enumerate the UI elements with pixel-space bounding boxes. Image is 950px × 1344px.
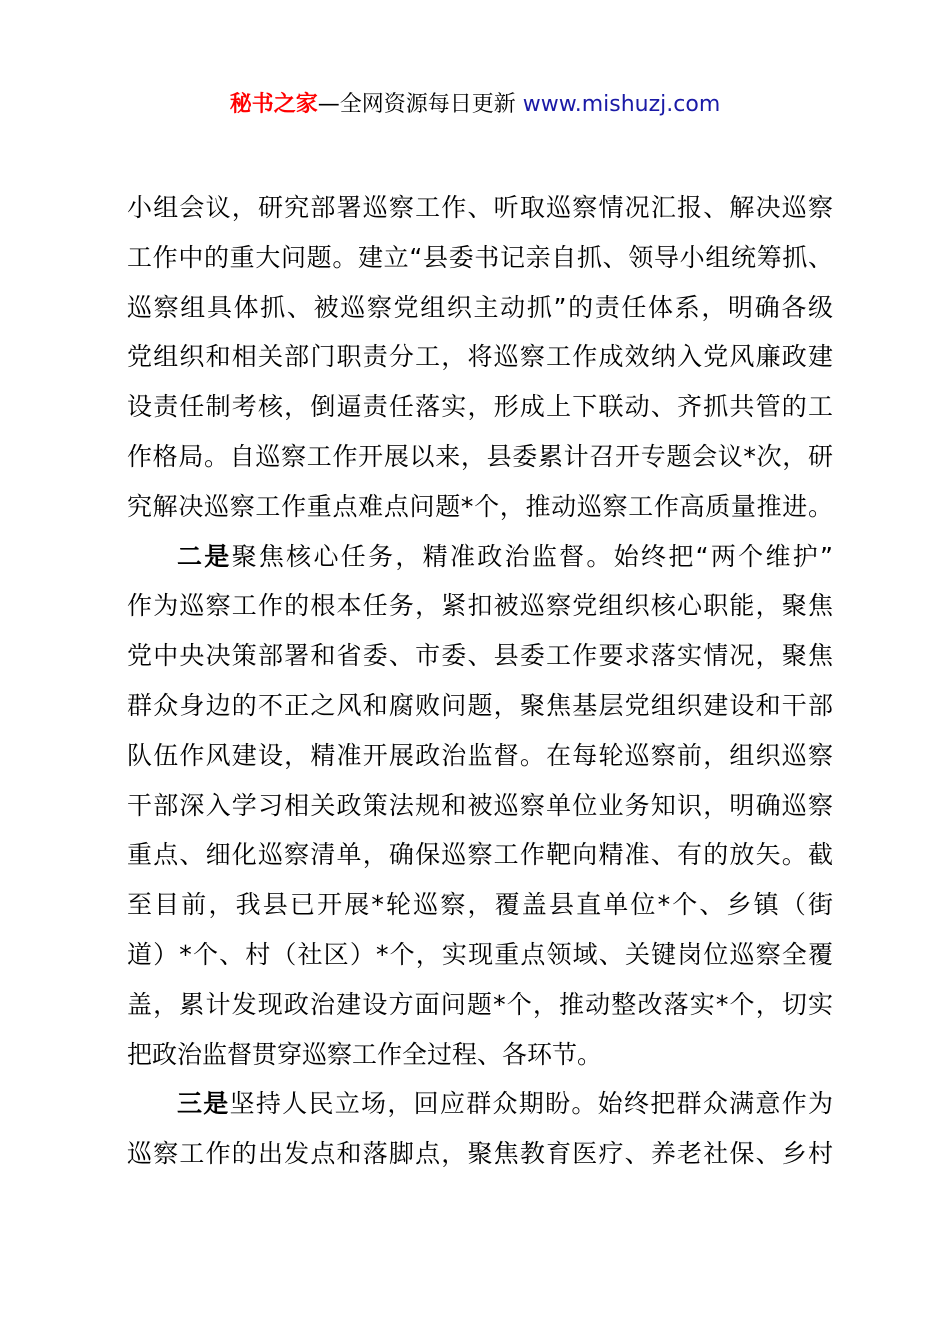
text-line: 究解决巡察工作重点难点问题*个，推动巡察工作高质量推进。 xyxy=(127,491,833,521)
text-line: 把政治监督贯穿巡察工作全过程、各环节。 xyxy=(127,1039,603,1069)
text-line: 巡察工作的出发点和落脚点，聚焦教育医疗、养老社保、乡村 xyxy=(127,1139,833,1169)
paragraph-lead: 三是 xyxy=(177,1089,230,1119)
text-line: 道）*个、村（社区）*个，实现重点领域、关键岗位巡察全覆 xyxy=(127,939,833,969)
document-body xyxy=(127,183,833,1179)
text-line: 作格局。自巡察工作开展以来，县委累计召开专题会议*次，研 xyxy=(127,441,833,471)
text-line: 盖，累计发现政治建设方面问题*个，推动整改落实*个，切实 xyxy=(127,989,833,1019)
text-line: 干部深入学习相关政策法规和被巡察单位业务知识，明确巡察 xyxy=(127,790,833,820)
paragraph-first-line xyxy=(127,532,833,582)
text-line: 党中央决策部署和省委、市委、县委工作要求落实情况，聚焦 xyxy=(127,641,833,671)
text-line: 党组织和相关部门职责分工，将巡察工作成效纳入党风廉政建 xyxy=(127,342,833,372)
text-line-content: 坚持人民立场，回应群众期盼。始终把群众满意作为 xyxy=(229,1089,833,1119)
text-line: 巡察组具体抓、被巡察党组织主动抓”的责任体系，明确各级 xyxy=(127,292,833,322)
text-line: 群众身边的不正之风和腐败问题，聚焦基层党组织建设和干部 xyxy=(127,690,833,720)
text-line: 队伍作风建设，精准开展政治监督。在每轮巡察前，组织巡察 xyxy=(127,740,833,770)
text-line: 小组会议，研究部署巡察工作、听取巡察情况汇报、解决巡察 xyxy=(127,193,833,222)
text-line: 作为巡察工作的根本任务，紧扣被巡察党组织核心职能，聚焦 xyxy=(127,591,833,621)
text-line: 重点、细化巡察清单，确保巡察工作靶向精准、有的放矢。截 xyxy=(127,840,833,870)
paragraph-first-line xyxy=(127,1079,833,1129)
text-line: 至目前，我县已开展*轮巡察，覆盖县直单位*个、乡镇（街 xyxy=(127,890,833,920)
text-line-content: 聚焦核心任务，精准政治监督。始终把“两个维护” xyxy=(231,541,833,571)
site-url-link[interactable]: www.mishuzj.com xyxy=(522,92,721,117)
text-line: 设责任制考核，倒逼责任落实，形成上下联动、齐抓共管的工 xyxy=(127,392,833,422)
brand-name: 秘书之家 xyxy=(229,92,318,117)
paragraph-lead: 二是 xyxy=(177,541,232,571)
header-slogan: —全网资源每日更新 xyxy=(317,92,523,117)
site-header xyxy=(0,88,950,122)
text-line: 工作中的重大问题。建立“县委书记亲自抓、领导小组统筹抓、 xyxy=(127,242,833,272)
